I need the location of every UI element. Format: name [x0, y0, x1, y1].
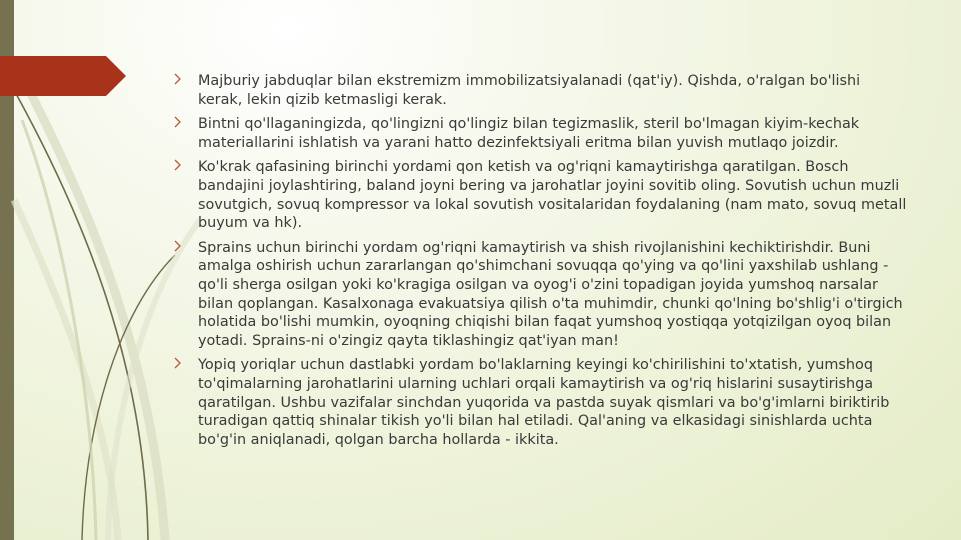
bullet-text: Majburiy jabduqlar bilan ekstremizm immobilizatsiyalanadi (qat'iy). Qishda, o'ralgan bo'lishi kerak, lekin qizib ketmasligi kerak. [198, 73, 861, 108]
bullet-item [172, 239, 907, 351]
bullet-arrow-icon [174, 357, 182, 369]
bullet-item [172, 158, 907, 232]
bullet-text: Sprains uchun birinchi yordam og'riqni kamaytirish va shish rivojlanishini kechiktirishdir. Buni amalga oshirish uchun zararlangan qo'shimchani sovuqqa qo'ying va qo'lini yaxshilab ushlang - qo'li sherga osilgan yoki ko'kragiga osilgan va oyog'i o'zini topadigan joyida yumshoq narsalar bilan qoplangan. Kasalxonaga evakuatsiya qilish o'ta muhimdir, chunki qo'lning bo'shlig'i o'tirgich holatida bo'lishi mumkin, oyoqning chiqishi bilan faqat yumshoq yostiqqa yotqizilgan oyoq bilan yotadi. Sprains-ni o'zingiz qayta tiklashingiz qat'iyan man! [198, 239, 903, 349]
bullet-list [172, 72, 907, 455]
bullet-item [172, 356, 907, 449]
bullet-text: Ko'krak qafasining birinchi yordami qon ketish va og'riqni kamaytirishga qaratilgan. Bosch bandajini joylashtiring, baland joyni bering va jarohatlar joyini sovitib oling. Sovutish uchun muzli sovutgich, sovuq kompressor va lokal sovutish vositalaridan foydalaning (nam mato, sovuq metall buyum va hk). [198, 159, 907, 232]
bullet-item [172, 72, 907, 109]
bullet-arrow-icon [174, 240, 182, 252]
bullet-text: Bintni qo'llaganingizda, qo'lingizni qo'lingiz bilan tegizmaslik, steril bo'lmagan kiyim-kechak materiallarini ishlatish va yarani hatto dezinfektsiyali eritma bilan yuvish mutlaqo joizdir. [198, 116, 860, 151]
title-accent-arrow [0, 56, 126, 96]
bullet-text: Yopiq yoriqlar uchun dastlabki yordam bo'laklarning keyingi ko'chirilishini to'xtatish, yumshoq to'qimalarning jarohatlarini ularning uchlari orqali kamaytirish va og'riq hislarini susaytirishga qaratilgan. Ushbu vazifalar sinchdan yuqorida va pastda suyak qismlari va bo'g'imlarni biriktirib turadigan qattiq shinalar tikish yo'li bilan hal etiladi. Qal'aning va elkasidagi sinishlarda uchta bo'g'in aniqlanadi, qolgan barcha hollarda - ikkita. [198, 357, 890, 448]
bullet-arrow-icon [174, 159, 182, 171]
bullet-arrow-icon [174, 116, 182, 128]
bullet-arrow-icon [174, 73, 182, 85]
bullet-item [172, 115, 907, 152]
